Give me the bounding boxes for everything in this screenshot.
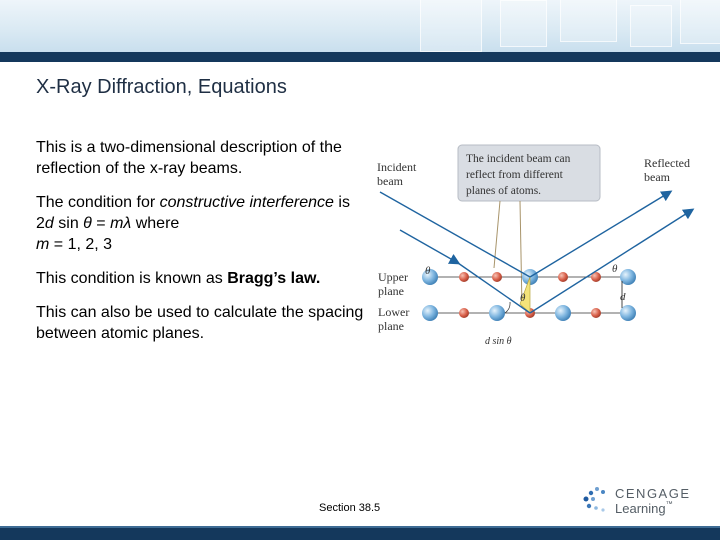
incident-beam-label: Incident [377, 160, 417, 174]
bragg-diagram [370, 140, 700, 350]
red-atom [459, 308, 469, 318]
banner-decoration [680, 0, 720, 44]
banner-decoration [560, 0, 617, 42]
top-banner [0, 0, 720, 52]
trademark-symbol: ™ [665, 501, 673, 508]
upper-plane-label: Upper [378, 270, 408, 284]
italic-run: m [36, 236, 50, 253]
red-atom [558, 272, 568, 282]
paragraph-spacing: This can also be used to calculate the spacing between atomic planes. [36, 304, 364, 342]
upper-plane-label: plane [378, 284, 404, 298]
cengage-wordmark: CENGAGE [615, 486, 691, 501]
theta-label: θ [425, 265, 431, 277]
blue-atom [422, 305, 438, 321]
blue-atom [555, 305, 571, 321]
learning-wordmark [615, 501, 673, 516]
d-label: d [620, 291, 626, 303]
bold-run: Bragg’s law. [227, 270, 321, 287]
theta-label: θ [612, 263, 618, 275]
text-run: The condition for [36, 194, 160, 211]
italic-run: mλ [110, 215, 132, 232]
red-atom [591, 308, 601, 318]
callout-line: planes of atoms. [466, 185, 542, 197]
paragraph-bragg [36, 268, 366, 289]
reflected-beams [530, 192, 692, 313]
reflected-beam-label: Reflected [644, 156, 690, 170]
text-run: = [91, 215, 111, 232]
cengage-logo [583, 484, 693, 520]
callout-line: The incident beam can [466, 153, 571, 165]
banner-decoration [630, 5, 672, 47]
cengage-logo-icon [583, 486, 609, 514]
paragraph-condition [36, 192, 366, 255]
section-footer: Section 38.5 [319, 502, 381, 514]
banner-decoration [500, 0, 547, 47]
lower-plane-label: Lower [378, 305, 410, 319]
theta-label: θ [520, 292, 526, 304]
red-atom [459, 272, 469, 282]
red-atom [492, 272, 502, 282]
dsin-theta-label: d sin θ [485, 336, 512, 347]
reflected-beam-label: beam [644, 170, 670, 184]
italic-run: θ [83, 215, 92, 232]
incident-beam-label: beam [377, 174, 403, 188]
paragraph-description: This is a two-dimensional description of the reflection of the x-ray beams. [36, 139, 342, 177]
text-run: is 2 [36, 194, 350, 232]
top-bar [0, 52, 720, 62]
dsin-arc [505, 302, 510, 313]
italic-run: d [44, 215, 54, 232]
text-run: = 1, 2, 3 [49, 236, 113, 253]
banner-decoration [420, 0, 482, 52]
lower-plane-label: plane [378, 319, 404, 333]
text-run: where [131, 215, 180, 232]
text-run: sin [53, 215, 84, 232]
text-run: This condition is known as [36, 270, 228, 287]
bottom-bar [0, 528, 720, 540]
learning-text: Learning [615, 501, 666, 516]
callout-line: reflect from different [466, 169, 563, 181]
italic-run: constructive interference [159, 194, 334, 211]
blue-atom [489, 305, 505, 321]
slide-title: X-Ray Diffraction, Equations [36, 76, 287, 98]
